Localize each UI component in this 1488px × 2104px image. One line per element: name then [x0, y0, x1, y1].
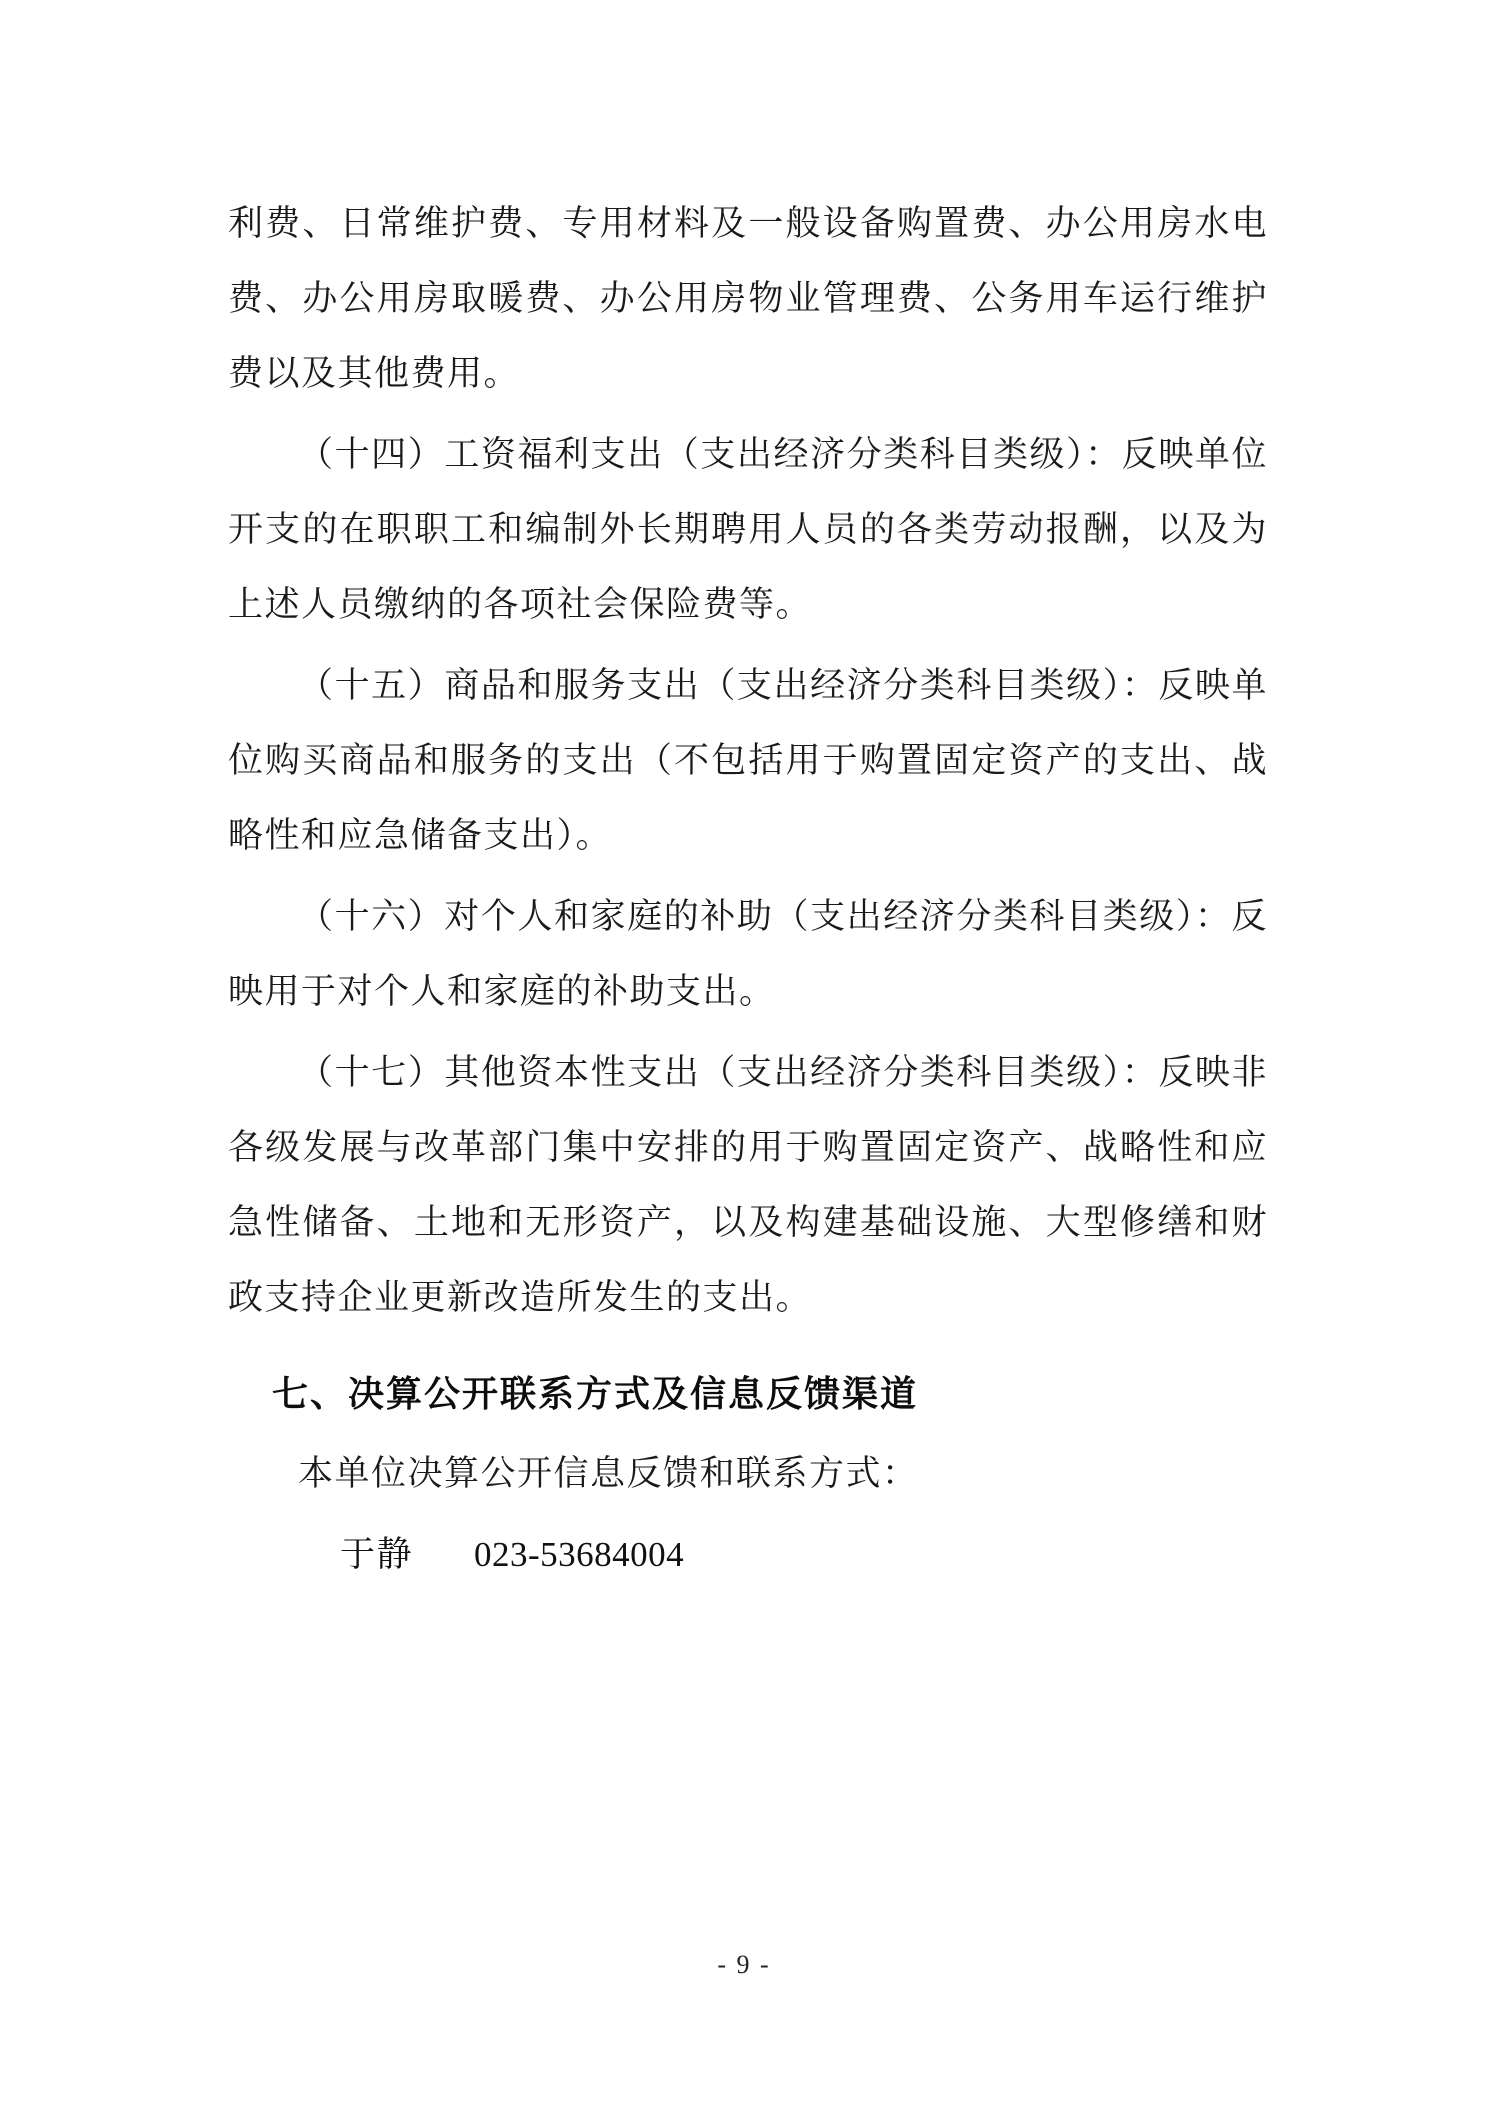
- paragraph-continued-fees: 利费、日常维护费、专用材料及一般设备购置费、办公用房水电费、办公用房取暖费、办公用房物业管理费、公务用车运行维护费以及其他费用。: [228, 204, 1268, 393]
- section-heading: 七、决算公开联系方式及信息反馈渠道: [272, 1374, 919, 1415]
- page-number: - 9 -: [717, 1950, 771, 1979]
- contact-name: 于静: [340, 1535, 414, 1574]
- paragraph-item-17: （十七）其他资本性支出（支出经济分类科目类级）：反映非各级发展与改革部门集中安排的用于购置固定资产、战略性和应急性储备、土地和无形资产，以及构建基础设施、大型修缮和财政支持企业更新改造所发生的支出。: [228, 1053, 1268, 1317]
- paragraph-item-14: （十四）工资福利支出（支出经济分类科目类级）：反映单位开支的在职职工和编制外长期聘用人员的各类劳动报酬，以及为上述人员缴纳的各项社会保险费等。: [228, 435, 1268, 624]
- contact-line: [228, 1517, 1268, 1592]
- contact-intro-text: 本单位决算公开信息反馈和联系方式：: [298, 1454, 919, 1493]
- contact-phone: 023-53684004: [474, 1535, 685, 1574]
- paragraph-item-15: （十五）商品和服务支出（支出经济分类科目类级）：反映单位购买商品和服务的支出（不包括用于购置固定资产的支出、战略性和应急储备支出）。: [228, 666, 1268, 855]
- paragraph-item-16: （十六）对个人和家庭的补助（支出经济分类科目类级）：反映用于对个人和家庭的补助支出。: [228, 897, 1268, 1011]
- page-body: [228, 186, 1268, 1592]
